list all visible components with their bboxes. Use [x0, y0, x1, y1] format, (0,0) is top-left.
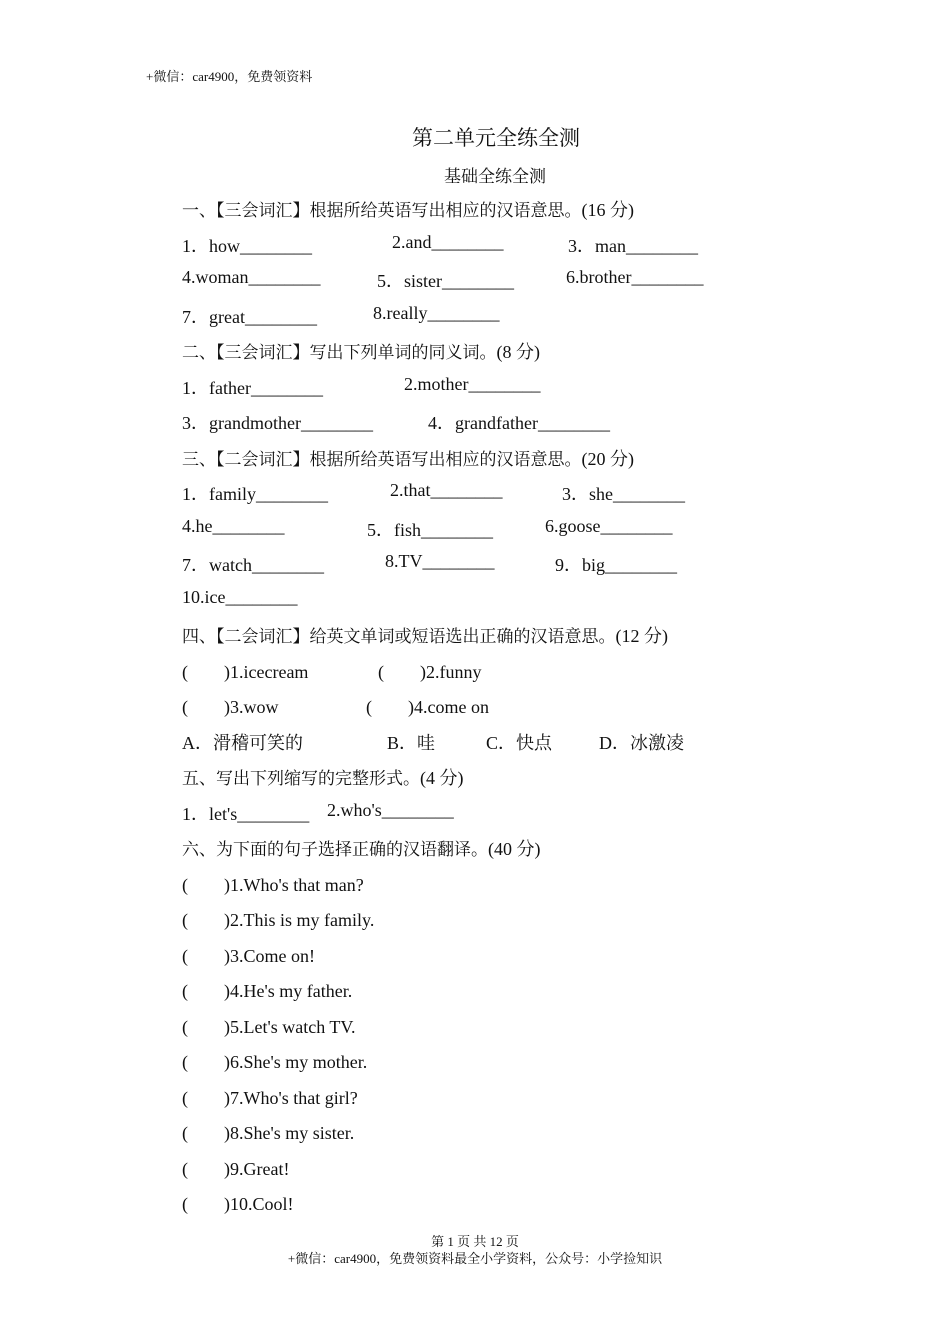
- s3-item-9: 9．big________: [555, 555, 678, 575]
- s3-item-2: 2.that________: [390, 480, 503, 500]
- s6-item-2: ( )2.This is my family.: [182, 910, 375, 930]
- s3-item-6: 6.goose________: [545, 516, 673, 536]
- s5-item-1: 1．let's________: [182, 804, 310, 824]
- s4-option-a: A．滑稽可笑的: [182, 733, 303, 753]
- header-watermark: +微信：car4900，免费领资料: [146, 69, 313, 84]
- section-2-heading: 二、【三会词汇】写出下列单词的同义词。(8 分): [182, 342, 540, 363]
- s3-item-3: 3．she________: [562, 484, 685, 504]
- s4-item-1: ( )1.icecream: [182, 662, 309, 682]
- s5-item-2: 2.who's________: [327, 800, 454, 820]
- s2-item-4: 4．grandfather________: [428, 413, 610, 433]
- page-subtitle: 基础全练全测: [444, 167, 546, 187]
- s3-item-5: 5．fish________: [367, 520, 493, 540]
- s4-item-2: ( )2.funny: [378, 662, 482, 682]
- s6-item-3: ( )3.Come on!: [182, 946, 315, 966]
- s3-item-8: 8.TV________: [385, 551, 495, 571]
- s2-item-2: 2.mother________: [404, 374, 541, 394]
- s6-item-1: ( )1.Who's that man?: [182, 875, 364, 895]
- section-3-heading: 三、【二会词汇】根据所给英语写出相应的汉语意思。(20 分): [182, 449, 634, 470]
- section-4-heading: 四、【二会词汇】给英文单词或短语选出正确的汉语意思。(12 分): [182, 626, 668, 647]
- s3-item-1: 1．family________: [182, 484, 328, 504]
- s6-item-8: ( )8.She's my sister.: [182, 1123, 355, 1143]
- s2-item-3: 3．grandmother________: [182, 413, 373, 433]
- s4-option-d: D．冰激凌: [599, 733, 684, 753]
- s6-item-5: ( )5.Let's watch TV.: [182, 1017, 356, 1037]
- s1-item-3: 3．man________: [568, 236, 698, 256]
- section-5-heading: 五、写出下列缩写的完整形式。(4 分): [182, 768, 464, 789]
- s6-item-7: ( )7.Who's that girl?: [182, 1088, 358, 1108]
- s1-item-8: 8.really________: [373, 303, 500, 323]
- s2-item-1: 1．father________: [182, 378, 323, 398]
- s3-item-4: 4.he________: [182, 516, 285, 536]
- s6-item-10: ( )10.Cool!: [182, 1194, 294, 1214]
- s3-item-10: 10.ice________: [182, 587, 298, 607]
- s4-option-c: C．快点: [486, 733, 553, 753]
- s6-item-6: ( )6.She's my mother.: [182, 1052, 368, 1072]
- s1-item-5: 5．sister________: [377, 271, 514, 291]
- s4-option-b: B．哇: [387, 733, 436, 753]
- s1-item-2: 2.and________: [392, 232, 504, 252]
- page-number: 第 1 页 共 12 页: [431, 1234, 519, 1249]
- footer-watermark: +微信：car4900，免费领资料最全小学资料，公众号：小学捡知识: [287, 1251, 663, 1266]
- s6-item-9: ( )9.Great!: [182, 1159, 290, 1179]
- s1-item-7: 7．great________: [182, 307, 317, 327]
- s1-item-1: 1．how________: [182, 236, 312, 256]
- section-6-heading: 六、为下面的句子选择正确的汉语翻译。(40 分): [182, 839, 541, 860]
- page-title: 第二单元全练全测: [412, 126, 580, 150]
- section-1-heading: 一、【三会词汇】根据所给英语写出相应的汉语意思。(16 分): [182, 200, 634, 221]
- s4-item-4: ( )4.come on: [366, 697, 489, 717]
- s3-item-7: 7．watch________: [182, 555, 324, 575]
- s1-item-6: 6.brother________: [566, 267, 704, 287]
- s4-item-3: ( )3.wow: [182, 697, 279, 717]
- s1-item-4: 4.woman________: [182, 267, 321, 287]
- s6-item-4: ( )4.He's my father.: [182, 981, 353, 1001]
